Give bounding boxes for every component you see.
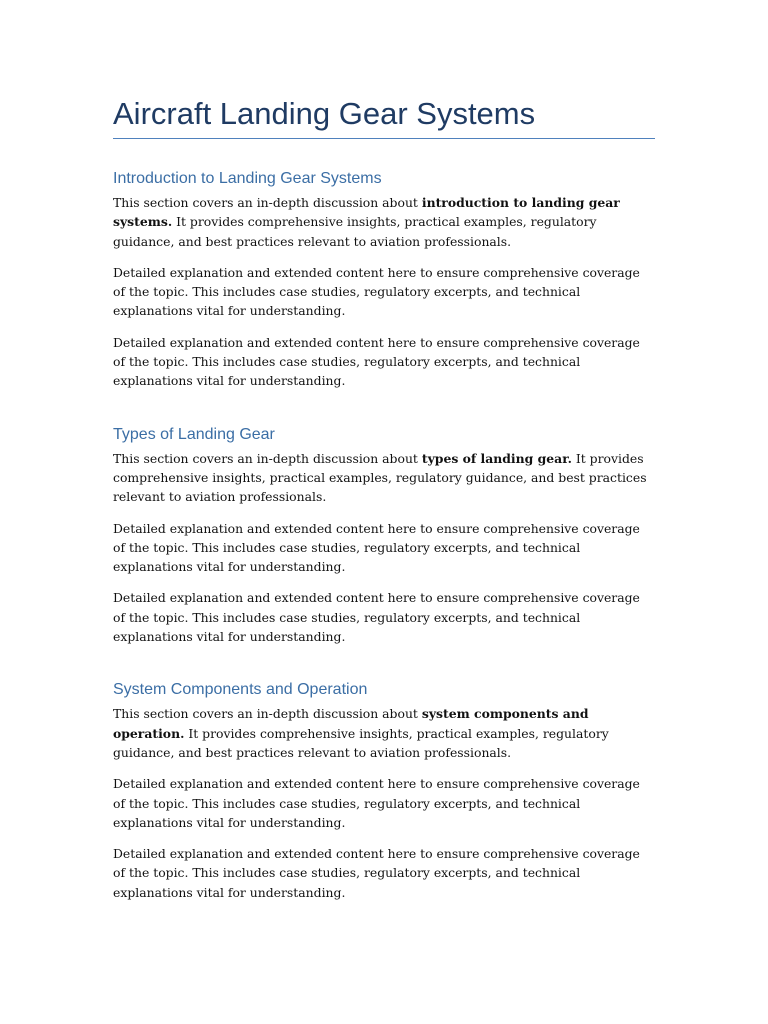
- body-paragraph: Detailed explanation and extended content here to ensure comprehensive coverage of the topic. This includes case studies, regulatory excerpts, and technical explanations vital for understanding.: [113, 264, 640, 319]
- section-heading: System Components and Operation: [113, 681, 368, 699]
- intro-suffix: It provides comprehensive insights, practical examples, regulatory guidance, and best practices relevant to aviation professionals.: [113, 725, 609, 760]
- intro-topic: introduction to landing gear systems.: [113, 195, 620, 230]
- section-intro-paragraph: [113, 704, 655, 762]
- body-paragraph: Detailed explanation and extended content here to ensure comprehensive coverage of the topic. This includes case studies, regulatory excerpts, and technical explanations vital for understanding.: [113, 590, 640, 645]
- body-paragraph: Detailed explanation and extended content here to ensure comprehensive coverage of the topic. This includes case studies, regulatory excerpts, and technical explanations vital for understanding.: [113, 846, 640, 900]
- section-types: [113, 425, 655, 647]
- section-components: [113, 680, 655, 902]
- intro-prefix: This section covers an in-depth discussion about: [113, 706, 422, 722]
- document-title: Aircraft Landing Gear Systems: [113, 92, 655, 139]
- intro-topic: types of landing gear.: [421, 450, 572, 466]
- body-paragraph: Detailed explanation and extended content here to ensure comprehensive coverage of the topic. This includes case studies, regulatory excerpts, and technical explanations vital for understanding.: [113, 776, 640, 830]
- section-heading: Introduction to Landing Gear Systems: [113, 170, 382, 187]
- section-intro-paragraph: [113, 449, 655, 507]
- document-page: [113, 92, 655, 914]
- intro-prefix: This section covers an in-depth discussion about: [113, 195, 422, 210]
- section-heading: Types of Landing Gear: [113, 425, 275, 443]
- intro-suffix: It provides comprehensive insights, practical examples, regulatory guidance, and best practices relevant to aviation professionals.: [113, 214, 597, 249]
- section-intro-paragraph: [113, 193, 655, 251]
- section-introduction: [113, 169, 655, 391]
- intro-prefix: This section covers an in-depth discussion about: [113, 450, 422, 466]
- intro-suffix: It provides comprehensive insights, practical examples, regulatory guidance, and best practices relevant to aviation professionals.: [113, 450, 647, 505]
- body-paragraph: Detailed explanation and extended content here to ensure comprehensive coverage of the topic. This includes case studies, regulatory excerpts, and technical explanations vital for understanding.: [113, 334, 640, 389]
- intro-topic: system components and operation.: [113, 706, 589, 741]
- body-paragraph: Detailed explanation and extended content here to ensure comprehensive coverage of the topic. This includes case studies, regulatory excerpts, and technical explanations vital for understanding.: [113, 520, 640, 575]
